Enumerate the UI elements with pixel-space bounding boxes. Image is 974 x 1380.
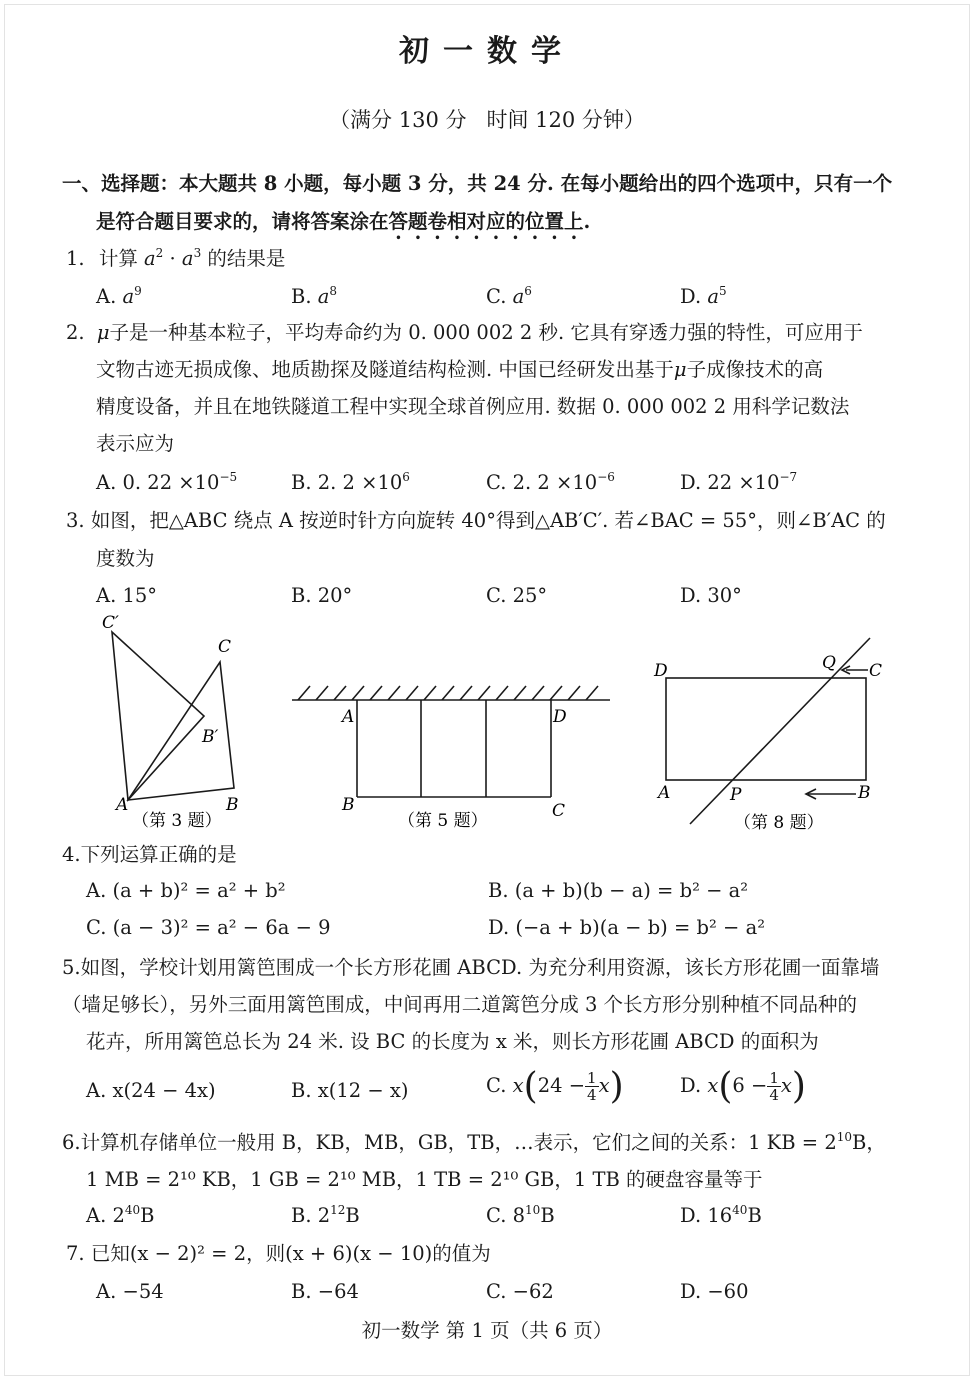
label-c: C: [869, 661, 883, 681]
q2-option-b[interactable]: B. 2. $2 \times 10^6$: [291, 470, 410, 494]
q3-option-c[interactable]: C. 25°: [486, 584, 548, 607]
q5-option-a[interactable]: A. x(24 − 4x): [86, 1079, 216, 1102]
question-5: 5.如图，学校计划用篱笆围成一个长方形花圃 ABCD. 为充分利用资源，该长方形花圃一面靠墙: [62, 956, 880, 979]
q6-option-c[interactable]: C. $8^{10}B$: [486, 1203, 555, 1227]
wall-hatching: [298, 686, 598, 700]
label-a: A: [342, 707, 355, 727]
question-6: 6.计算机存储单位一般用 B，KB，MB，GB，TB，…表示，它们之间的关系：1 KB = $2^{10}B$，: [62, 1130, 886, 1154]
label-d: D: [553, 707, 567, 727]
q4-option-d[interactable]: D. (−a + b)(a − b) = b² − a²: [488, 916, 766, 939]
fold-line: [690, 638, 870, 824]
question-1: 1. 计算 $a^2 \cdot a^3$ 的结果是: [66, 246, 286, 270]
q3-option-b[interactable]: B. 20°: [291, 584, 353, 607]
q5-option-d[interactable]: D. x(6 − $\frac{1}{4}$ x): [680, 1066, 806, 1107]
label-d: D: [654, 661, 668, 681]
page-subtitle: [0, 104, 974, 134]
page-title: 初一数学: [399, 34, 575, 69]
figure-8-caption: （第 8 题）: [734, 813, 824, 833]
label-b-prime: B′: [202, 727, 219, 747]
figure-3-caption: （第 3 题）: [132, 811, 222, 831]
q2-option-d[interactable]: D. $22 \times 10^{-7}$: [680, 470, 798, 494]
question-7: 7. 已知(x − 2)² = 2，则(x + 6)(x − 10)的值为: [66, 1242, 491, 1265]
q1-option-b[interactable]: B. $a^8$: [291, 284, 338, 308]
figure-5: [290, 680, 620, 840]
q2-option-c[interactable]: C. 2. $2 \times 10^{-6}$: [486, 470, 615, 494]
label-b: B: [226, 795, 239, 815]
figure-5-caption: （第 5 题）: [398, 811, 488, 831]
question-3: 3. 如图，把△ABC 绕点 A 按逆时针方向旋转 40°得到△AB′C′. 若∠BAC = 55°，则∠B′AC 的: [66, 509, 886, 532]
label-a: A: [658, 783, 671, 803]
full-score: （满分 130 分: [329, 108, 467, 132]
q6-option-a[interactable]: A. $2^{40}B$: [86, 1203, 155, 1227]
q7-option-d[interactable]: D. −60: [680, 1280, 749, 1303]
q1-option-d[interactable]: D. $a^5$: [680, 284, 727, 308]
label-p: P: [730, 785, 742, 805]
figure-8: [650, 630, 890, 840]
q5-option-c[interactable]: C. x(24 − $\frac{1}{4}$ x): [486, 1066, 624, 1107]
label-q: Q: [822, 653, 836, 673]
time-limit: 时间 120 分钟）: [486, 108, 645, 132]
rectangle-abcd: [666, 678, 866, 780]
emphasized-text: 答题卷相对应的位置上: [388, 210, 584, 233]
label-a: A: [116, 795, 129, 815]
label-b: B: [342, 795, 355, 815]
q3-option-d[interactable]: D. 30°: [680, 584, 742, 607]
question-4: 4.下列运算正确的是: [62, 843, 237, 866]
q6-option-d[interactable]: D. $16^{40}B$: [680, 1203, 762, 1227]
page-footer: 初一数学 第 1 页（共 6 页）: [361, 1319, 613, 1342]
q7-option-c[interactable]: C. −62: [486, 1280, 554, 1303]
q2-option-a[interactable]: A. 0. $22 \times 10^{-5}$: [96, 470, 238, 494]
q1-option-c[interactable]: C. $a^6$: [486, 284, 532, 308]
section-heading: 一、选择题：本大题共 8 小题，每小题 3 分，共 24 分. 在每小题给出的四个选项中，只有一个: [62, 172, 893, 195]
section-heading-line2: 是符合题目要求的，请将答案涂在答题卷相对应的位置上.: [96, 210, 591, 233]
q3-option-a[interactable]: A. 15°: [96, 584, 158, 607]
q5-option-b[interactable]: B. x(12 − x): [291, 1079, 409, 1102]
question-2: 2. μ子是一种基本粒子，平均寿命约为 0. 000 002 2 秒. 它具有穿透力强的特性，可应用于: [66, 321, 863, 344]
q7-option-b[interactable]: B. −64: [291, 1280, 359, 1303]
label-b: B: [858, 783, 871, 803]
label-c: C: [218, 637, 232, 657]
label-c: C: [552, 801, 566, 821]
q4-option-b[interactable]: B. (a + b)(b − a) = b² − a²: [488, 879, 749, 902]
triangle-ab-prime-c-prime: [112, 632, 204, 800]
q1-option-a[interactable]: A. $a^9$: [96, 284, 142, 308]
q4-option-a[interactable]: A. (a + b)² = a² + b²: [86, 879, 286, 902]
figure-3: [90, 610, 270, 840]
label-c-prime: C′: [102, 613, 119, 633]
q4-option-c[interactable]: C. (a − 3)² = a² − 6a − 9: [86, 916, 331, 939]
q6-option-b[interactable]: B. $2^{12}B$: [291, 1203, 360, 1227]
q7-option-a[interactable]: A. −54: [96, 1280, 164, 1303]
